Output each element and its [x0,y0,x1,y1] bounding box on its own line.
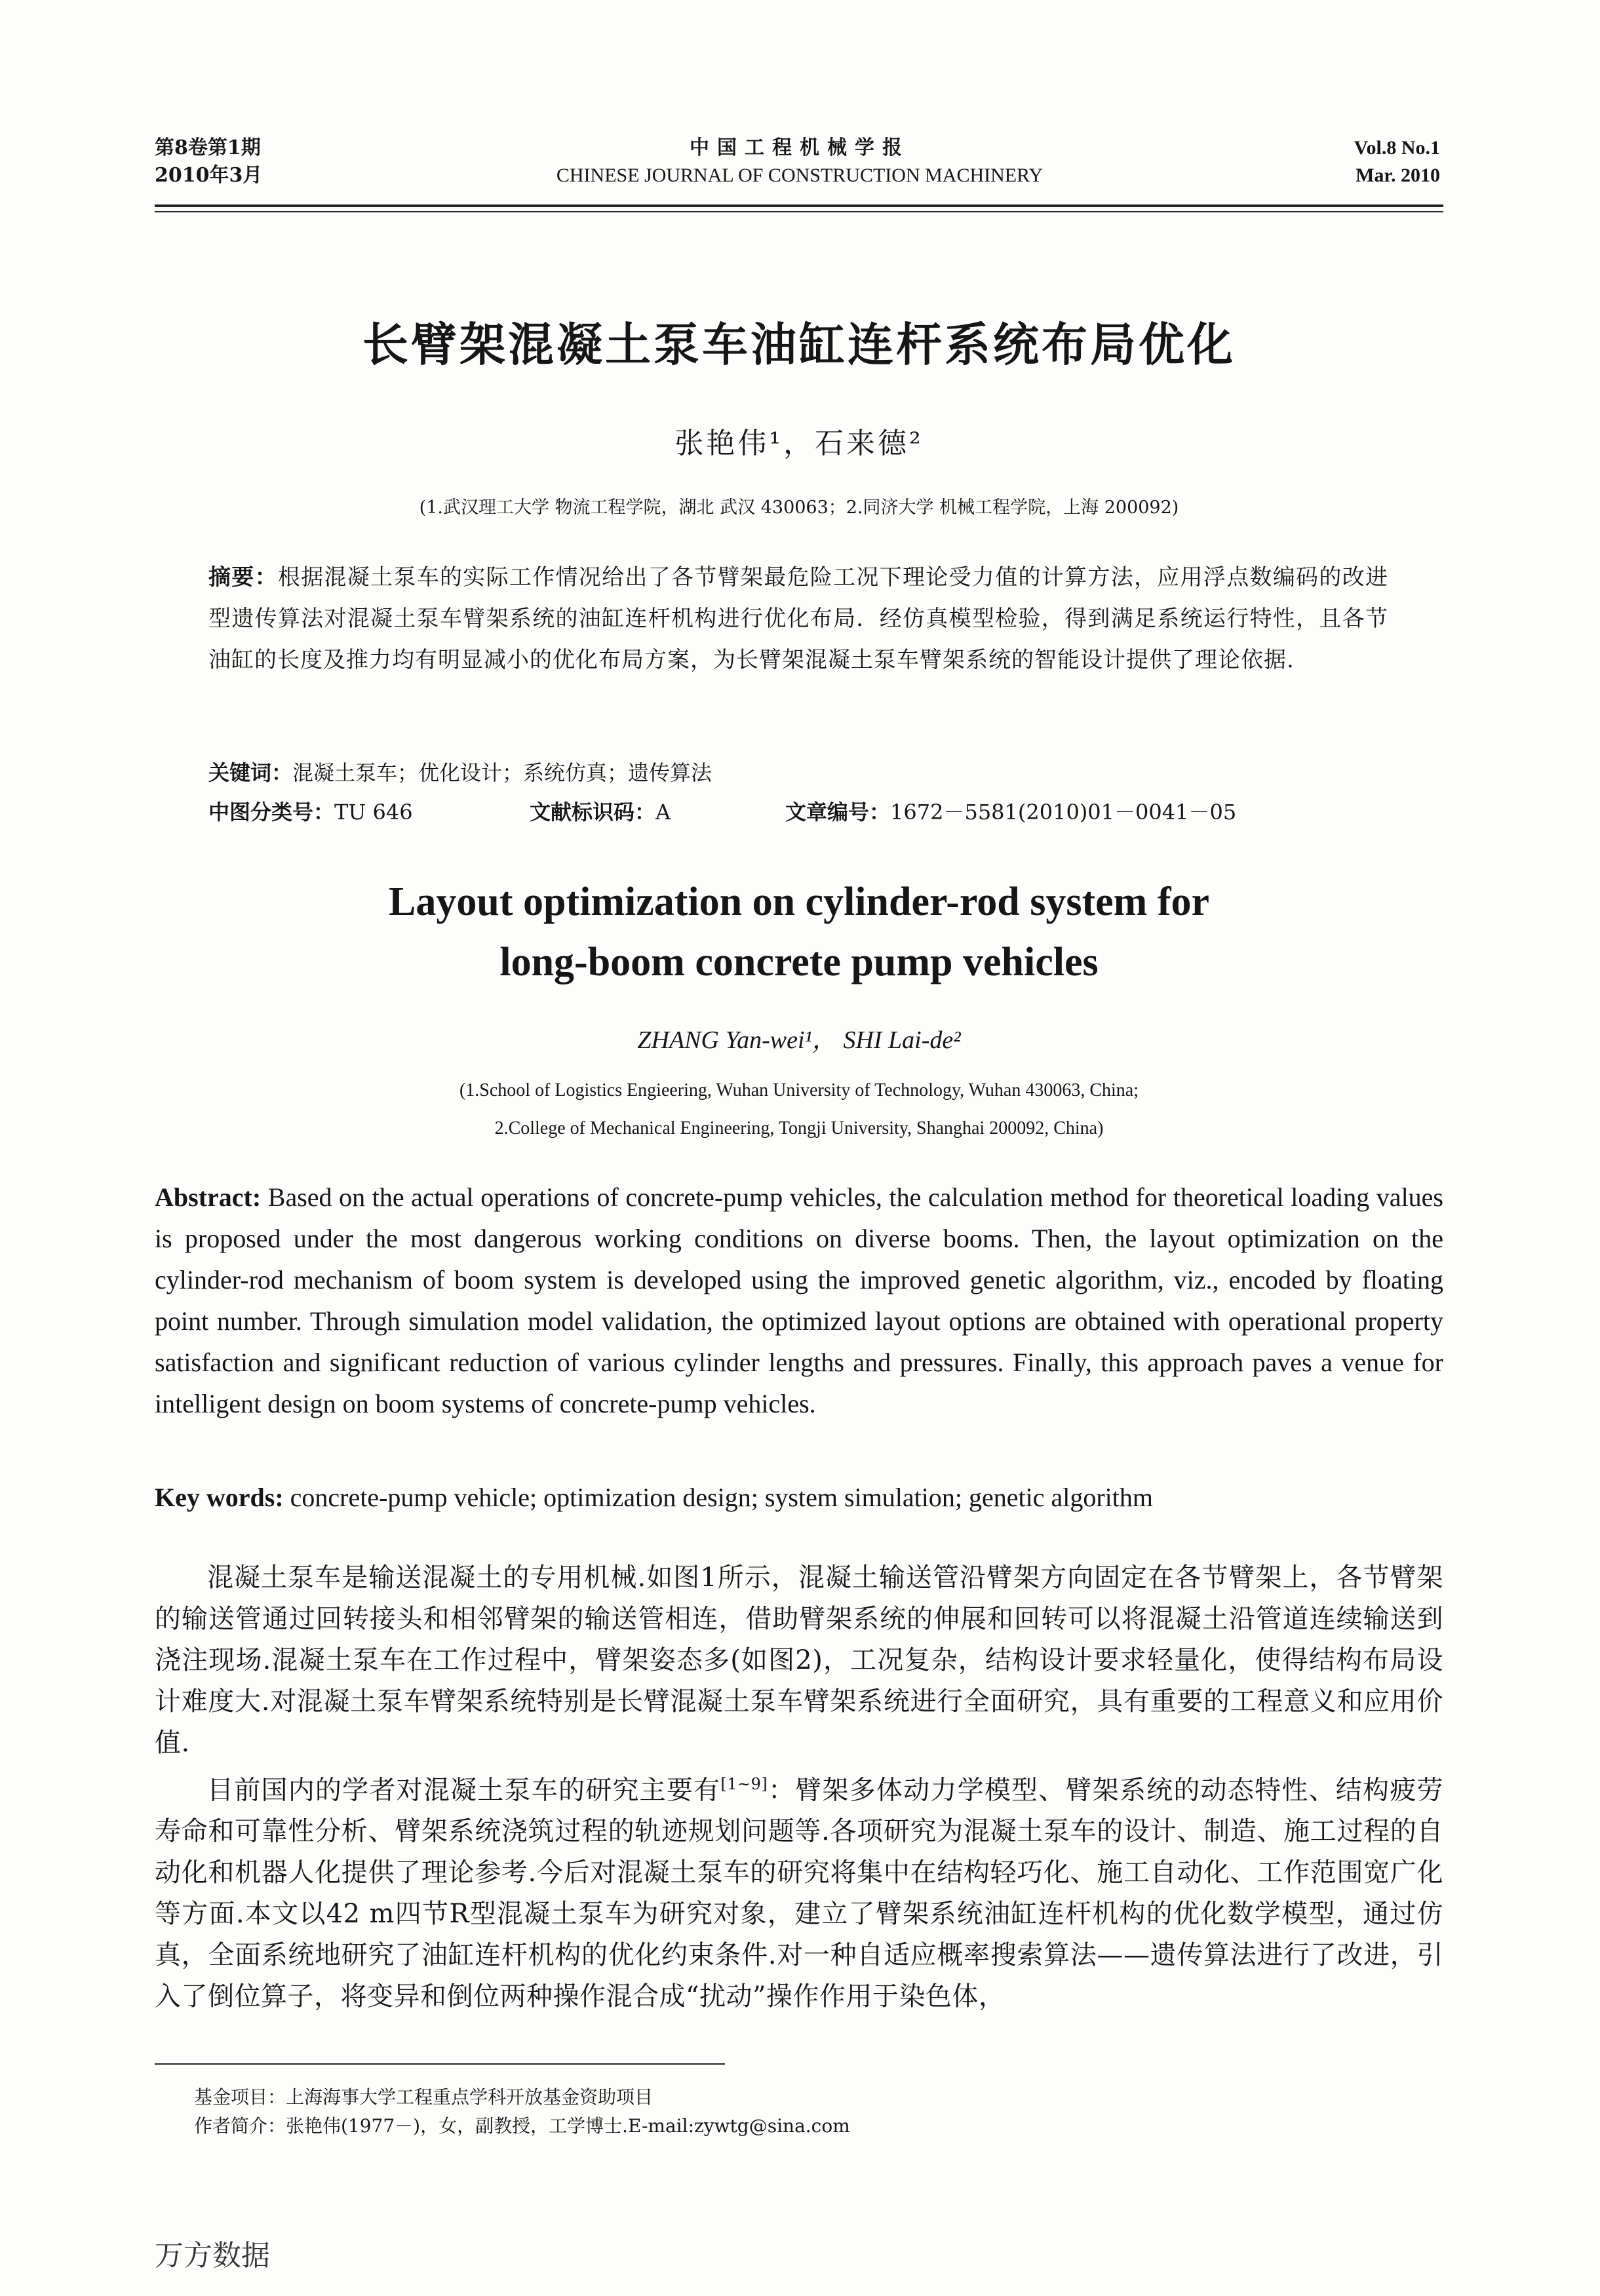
keywords-cn-label: 关键词： [208,760,293,785]
title-en [155,872,1443,992]
header-rule-thick [155,204,1443,207]
affiliation-en-1: (1.School of Logistics Engieering, Wuhan University of Technology, Wuhan 430063, China; [459,1080,1139,1100]
article-no-label: 文章编号： [785,800,891,825]
affiliations-cn: (1.武汉理工大学 物流工程学院，湖北 武汉 430063；2.同济大学 机械工程学院，上海 200092) [419,497,1179,518]
keywords-cn [208,757,712,788]
body-paragraph-2 [155,1764,1443,2017]
body-paragraph-2-start: 目前国内的学者对混凝土泵车的研究主要有 [207,1775,721,1806]
keywords-en [155,1478,1443,1517]
body-paragraph-2-rest: ：臂架多体动力学模型、臂架系统的动态特性、结构疲劳寿命和可靠性分析、臂架系统浇筑过程的轨迹规划问题等.各项研究为混凝土泵车的设计、制造、施工过程的自动化和机器人化提供了理论参考.今后对混凝土泵车的研究将集中在结构轻巧化、施工自动化、工作范围宽广化等方面.本文以42 m四节R型混凝土泵车为研究对象，建立了臂架系统油缸连杆机构的优化数学模型，通过仿真，全面系统地研究了油缸连杆机构的优化约束条件.对一种自适应概率搜索算法——遗传算法进行了改进，引入了倒位算子，将变异和倒位两种操作混合成“扰动”操作作用于染色体， [155,1775,1444,2012]
volume-en: Vol.8 No.1 [1354,137,1440,159]
date-en: Mar. 2010 [1356,165,1440,186]
header-rule-thin [155,211,1443,212]
keywords-en-label: Key words: [155,1483,284,1512]
footnote-rule [155,2063,725,2065]
abstract-en [155,1177,1443,1424]
header-center [537,134,1062,189]
title-en-line1: Layout optimization on cylinder-rod system for [389,880,1209,924]
title-cn: 长臂架混凝土泵车油缸连杆系统布局优化 [362,318,1236,372]
keywords-cn-text: 混凝土泵车；优化设计；系统仿真；遗传算法 [292,760,712,785]
authors-cn: 张艳伟¹，石来德² [674,427,924,460]
footnote-fund: 基金项目：上海海事大学工程重点学科开放基金资助项目 [194,2086,654,2108]
clc-value: TU 646 [334,800,413,825]
body-text [155,1557,1443,2017]
body-paragraph-1: 混凝土泵车是输送混凝土的专用机械.如图1所示，混凝土输送管沿臂架方向固定在各节臂架上，各节臂架的输送管通过回转接头和相邻臂架的输送管相连，借助臂架系统的伸展和回转可以将混凝土沿管道连续输送到浇注现场.混凝土泵车在工作过程中，臂架姿态多(如图2)，工况复杂，结构设计要求轻量化，使得结构布局设计难度大.对混凝土泵车臂架系统特别是长臂混凝土泵车臂架系统进行全面研究，具有重要的工程意义和应用价值. [155,1563,1443,1758]
article-no-value: 1672－5581(2010)01－0041－05 [890,800,1237,825]
abstract-cn-label: 摘要： [208,564,278,591]
citation-ref: [1~9] [720,1775,768,1793]
header-left [155,134,262,189]
volume-cn: 第8卷第1期 [155,136,261,159]
journal-name-en: CHINESE JOURNAL OF CONSTRUCTION MACHINERY [556,165,1044,186]
abstract-en-label: Abstract: [155,1182,262,1212]
footnotes [194,2083,1374,2141]
affiliations-en [155,1072,1443,1148]
doc-code-value: A [655,800,671,825]
classification-line [208,796,1388,828]
footnote-author: 作者简介：张艳伟(1977－)，女，副教授，工学博士.E-mail:zywtg@sina.com [194,2115,850,2137]
date-cn: 2010年3月 [155,164,263,187]
abstract-cn-text: 根据混凝土泵车的实际工作情况给出了各节臂架最危险工况下理论受力值的计算方法，应用浮点数编码的改进型遗传算法对混凝土泵车臂架系统的油缸连杆机构进行优化布局．经仿真模型检验，得到满足系统运行特性，且各节油缸的长度及推力均有明显减小的优化布局方案，为长臂架混凝土泵车臂架系统的智能设计提供了理论依据. [208,564,1389,673]
authors-en: ZHANG Yan-wei¹， SHI Lai-de² [637,1026,961,1054]
header-right [1354,134,1440,189]
keywords-en-text: concrete-pump vehicle; optimization design; system simulation; genetic algorithm [283,1483,1153,1512]
abstract-en-text: Based on the actual operations of concrete-pump vehicles, the calculation method for theoretical loading values is proposed under the most dangerous working conditions on diverse booms. Then, the layout optimization on the cylinder-rod mechanism of boom system is developed using the improved genetic algorithm, viz., encoded by floating point number. Through simulation model validation, the optimized layout options are obtained with operational property satisfaction and significant reduction of various cylinder lengths and pressures. Finally, this approach paves a venue for intelligent design on boom systems of concrete-pump vehicles. [155,1182,1443,1418]
title-en-line2: long-boom concrete pump vehicles [499,940,1099,984]
abstract-cn [208,557,1388,681]
doc-code-label: 文献标识码： [530,800,656,825]
watermark: 万方数据 [155,2239,270,2272]
journal-name-cn: 中国工程机械学报 [690,136,910,159]
clc-label: 中图分类号： [208,800,335,825]
affiliation-en-2: 2.College of Mechanical Engineering, Tongji University, Shanghai 200092, China) [494,1118,1104,1138]
